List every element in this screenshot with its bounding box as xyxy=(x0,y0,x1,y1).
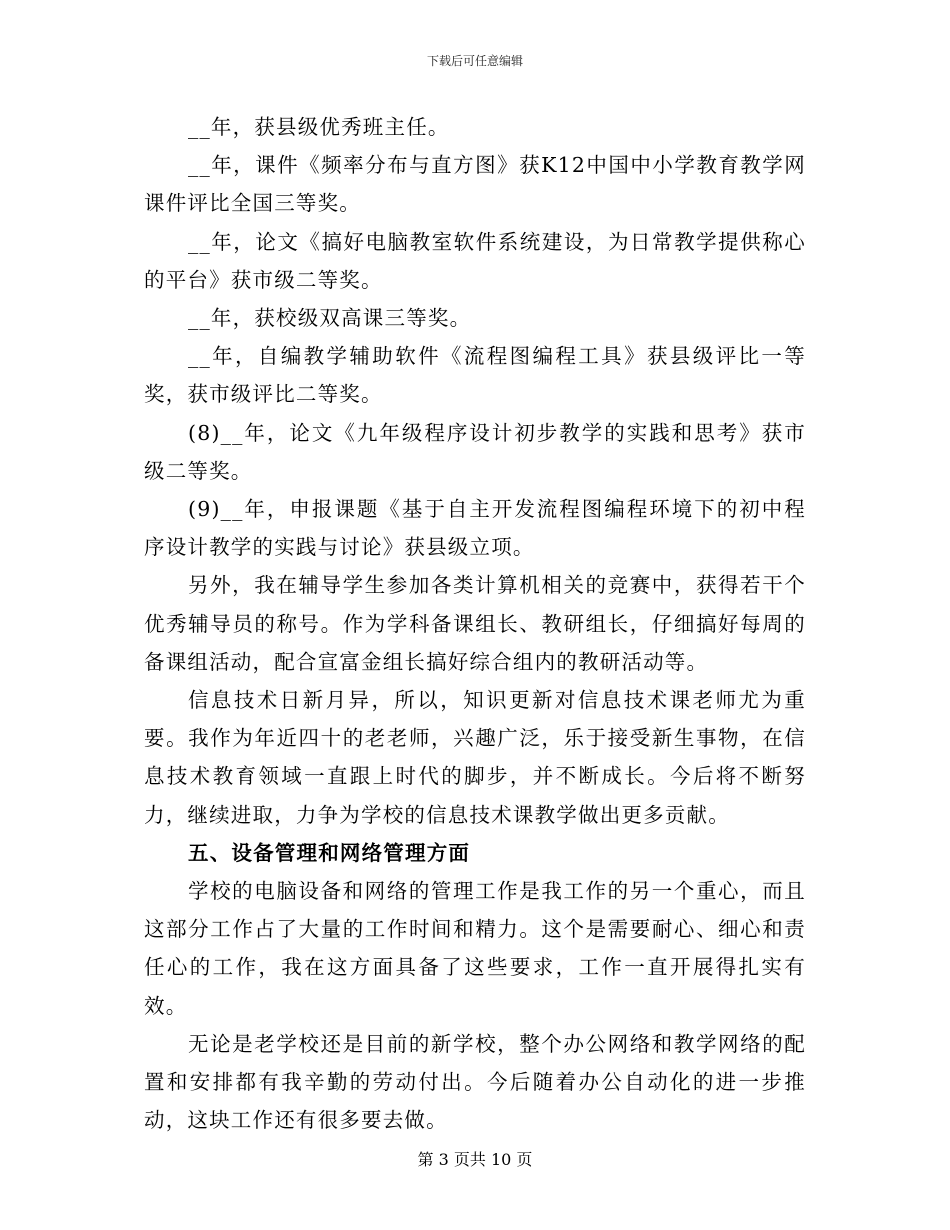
paragraph-award-2: __年，课件《频率分布与直方图》获K12中国中小学教育教学网课件评比全国三等奖。 xyxy=(144,153,806,216)
page-footer: 第 3 页共 10 页 xyxy=(417,1150,533,1169)
section-heading: 五、设备管理和网络管理方面 xyxy=(188,840,471,865)
paragraph-award-8: (8)__年，论文《九年级程序设计初步教学的实践和思考》获市级二等奖。 xyxy=(144,420,806,483)
page-header: 下载后可任意编辑 xyxy=(426,54,523,68)
paragraph-award-4: __年，获校级双高课三等奖。 xyxy=(188,306,472,331)
paragraph-award-5: __年，自编教学辅助软件《流程图编程工具》获县级评比一等奖，获市级评比二等奖。 xyxy=(144,344,806,407)
paragraph-equipment: 学校的电脑设备和网络的管理工作是我工作的另一个重心，而且这部分工作占了大量的工作时间和精力。这个是需要耐心、细心和责任心的工作，我在这方面具备了这些要求，工作一直开展得扎实有效。 xyxy=(144,879,806,1018)
paragraph-growth: 信息技术日新月异，所以，知识更新对信息技术课老师尤为重要。我作为年近四十的老老师，兴趣广泛，乐于接受新生事物，在信息技术教育领域一直跟上时代的脚步，并不断成长。今后将不断努力，继续进取，力争为学校的信息技术课教学做出更多贡献。 xyxy=(144,688,806,827)
paragraph-award-1: __年，获县级优秀班主任。 xyxy=(188,115,450,139)
paragraph-network: 无论是老学校还是目前的新学校，整个办公网络和教学网络的配置和安排都有我辛勤的劳动付出。今后随着办公自动化的进一步推动，这块工作还有很多要去做。 xyxy=(144,1031,806,1133)
paragraph-award-3: __年，论文《搞好电脑教室软件系统建设，为日常教学提供称心的平台》获市级二等奖。 xyxy=(144,229,806,292)
paragraph-extra: 另外，我在辅导学生参加各类计算机相关的竞赛中，获得若干个优秀辅导员的称号。作为学科备课组长、教研组长，仔细搞好每周的备课组活动，配合宣富金组长搞好综合组内的教研活动等。 xyxy=(144,573,806,674)
document-body xyxy=(144,108,806,1139)
paragraph-award-9: (9)__年，申报课题《基于自主开发流程图编程环境下的初中程序设计教学的实践与讨论》获县级立项。 xyxy=(144,497,806,560)
